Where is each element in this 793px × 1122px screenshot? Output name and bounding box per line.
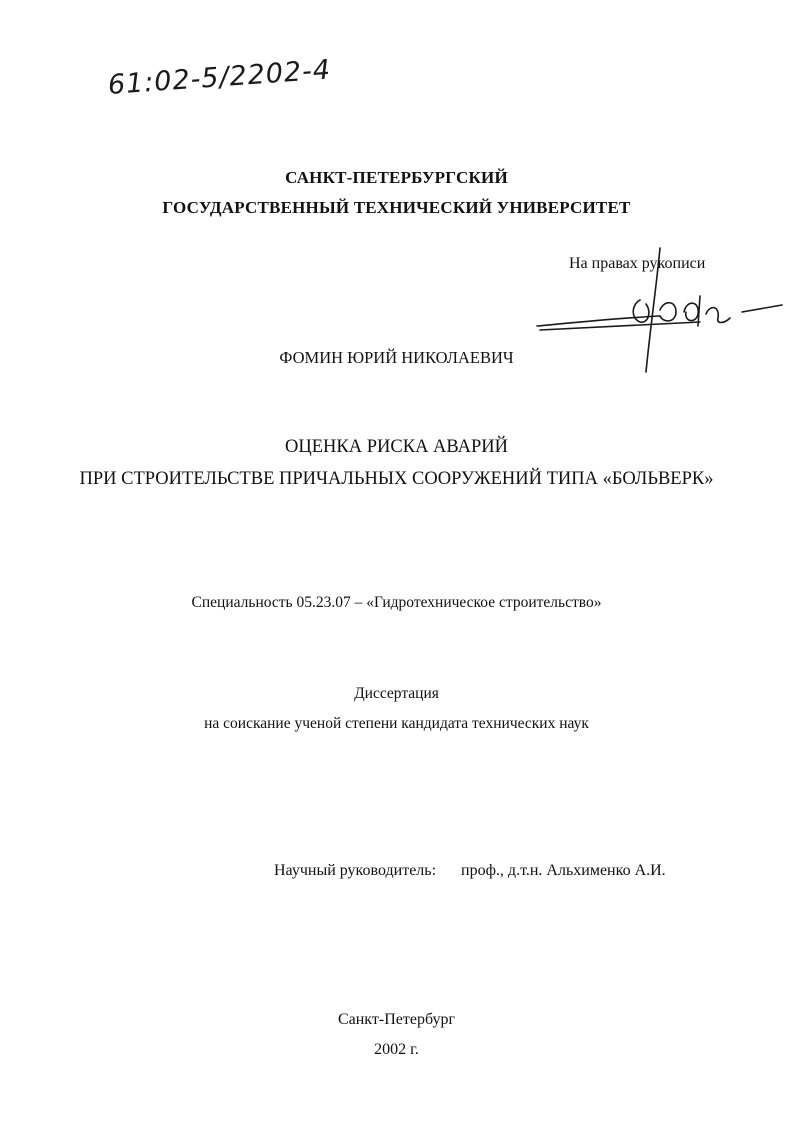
author-name: ФОМИН ЮРИЙ НИКОЛАЕВИЧ: [279, 348, 514, 367]
advisor-label: Научный руководитель:: [274, 862, 437, 879]
year: 2002 г.: [374, 1041, 419, 1058]
specialty: Специальность 05.23.07 – «Гидротехническое строительство»: [191, 594, 602, 611]
university-name-line1: САНКТ-ПЕТЕРБУРГСКИЙ: [285, 168, 508, 187]
city: Санкт-Петербург: [337, 1011, 456, 1028]
university-name-line2: ГОСУДАРСТВЕННЫЙ ТЕХНИЧЕСКИЙ УНИВЕРСИТЕТ: [162, 198, 631, 217]
dissertation-title-line1: ОЦЕНКА РИСКА АВАРИЙ: [285, 437, 508, 457]
dissertation-label: Диссертация: [354, 685, 439, 702]
archive-number-handwritten: 61:02-5/2202-4: [106, 54, 333, 101]
signature-icon: [0, 0, 793, 400]
dissertation-title-line2: ПРИ СТРОИТЕЛЬСТВЕ ПРИЧАЛЬНЫХ СООРУЖЕНИЙ ТИПА «БОЛЬВЕРК»: [79, 469, 714, 489]
advisor-name: проф., д.т.н. Альхименко А.И.: [461, 862, 666, 879]
manuscript-note: На правах рукописи: [569, 255, 706, 272]
degree-description: на соискание ученой степени кандидата технических наук: [204, 715, 589, 732]
